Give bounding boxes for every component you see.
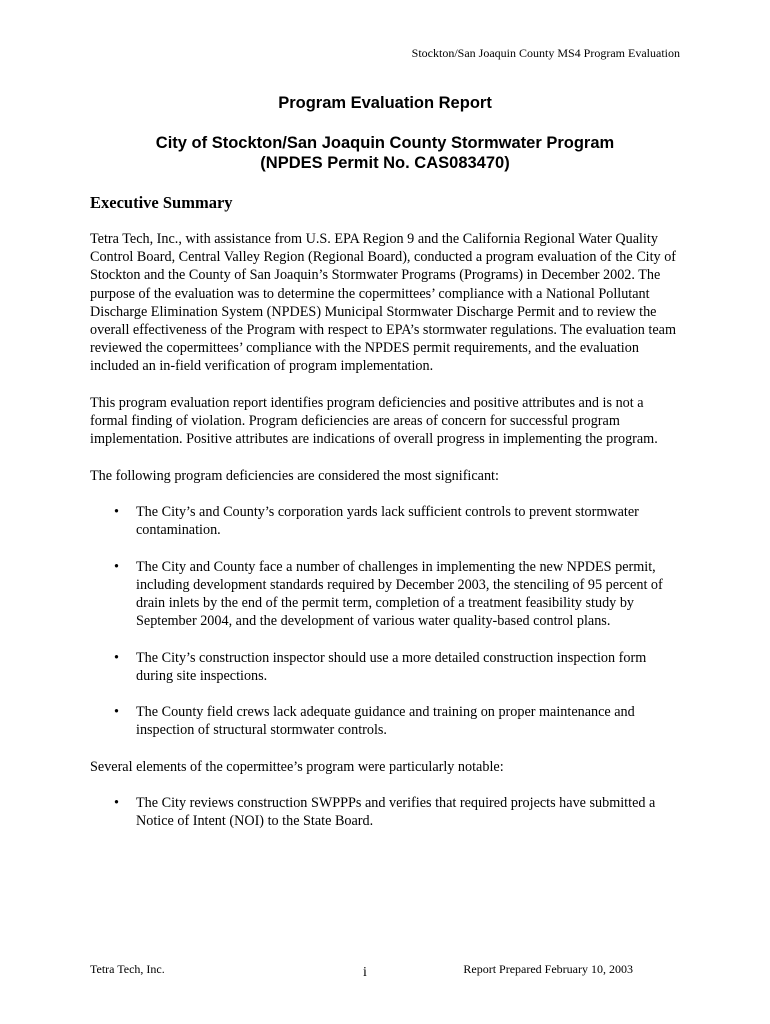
page-title: Program Evaluation Report	[278, 94, 492, 112]
list-item-text: The City’s and County’s corporation yards lack sufficient controls to prevent stormwater contamination.	[136, 504, 639, 539]
list-item-text: The City and County face a number of challenges in implementing the new NPDES permit, including development standards required by December 2003, the stenciling of 95 percent of drain inlets by the end of the permit term, completion of a treatment feasibility study by September 2004, and the development of various water quality-based control plans.	[136, 558, 663, 630]
list-item-text: The City reviews construction SWPPPs and verifies that required projects have submitted a Notice of Intent (NOI) to the State Board.	[136, 795, 656, 830]
list-item	[90, 703, 682, 739]
list-item	[90, 649, 682, 685]
footer-report-date: Report Prepared February 10, 2003	[463, 962, 633, 976]
paragraph-purpose: This program evaluation report identifies program deficiencies and positive attributes and is not a formal finding of violation. Program deficiencies are areas of concern for successful program implementation. Positive attributes are indications of overall progress in implementing the program.	[90, 394, 658, 448]
list-item	[90, 503, 682, 539]
notables-list	[90, 794, 682, 830]
footer-organization: Tetra Tech, Inc.	[90, 962, 165, 976]
bullet-icon: •	[114, 504, 119, 520]
page-subtitle	[0, 133, 770, 173]
running-header: Stockton/San Joaquin County MS4 Program Evaluation	[411, 46, 680, 60]
bullet-icon: •	[114, 795, 119, 812]
deficiencies-list	[90, 503, 682, 740]
bullet-icon: •	[114, 704, 119, 721]
section-heading-executive-summary: Executive Summary	[90, 193, 233, 212]
subtitle-line-program: City of Stockton/San Joaquin County Stormwater Program	[155, 134, 615, 152]
subtitle-line-permit: (NPDES Permit No. CAS083470)	[260, 154, 510, 172]
list-item	[90, 558, 682, 631]
footer-page-number: i	[363, 965, 367, 980]
list-item-text: The County field crews lack adequate guidance and training on proper maintenance and inspection of structural stormwater controls.	[136, 704, 635, 739]
paragraph-deficiencies-intro: The following program deficiencies are considered the most significant:	[90, 467, 499, 484]
bullet-icon: •	[114, 649, 119, 666]
list-item-text: The City’s construction inspector should use a more detailed construction inspection form during site inspections.	[136, 649, 647, 684]
list-item	[90, 794, 682, 830]
bullet-icon: •	[114, 558, 119, 575]
paragraph-intro: Tetra Tech, Inc., with assistance from U.S. EPA Region 9 and the California Regional Water Quality Control Board, Central Valley Region (Regional Board), conducted a program evaluation of the City of Stockton and the County of San Joaquin’s Stormwater Programs (Programs) in December 2002. The purpose of the evaluation was to determine the copermittees’ compliance with a National Pollutant Discharge Elimination System (NPDES) Municipal Stormwater Discharge Permit and to review the overall effectiveness of the Program with respect to EPA’s stormwater regulations. The evaluation team reviewed the copermittees’ compliance with the NPDES permit requirements, and the evaluation included an in-field verification of program implementation.	[90, 231, 677, 375]
paragraph-notable-intro: Several elements of the copermittee’s program were particularly notable:	[90, 758, 504, 775]
body-text	[90, 230, 682, 849]
